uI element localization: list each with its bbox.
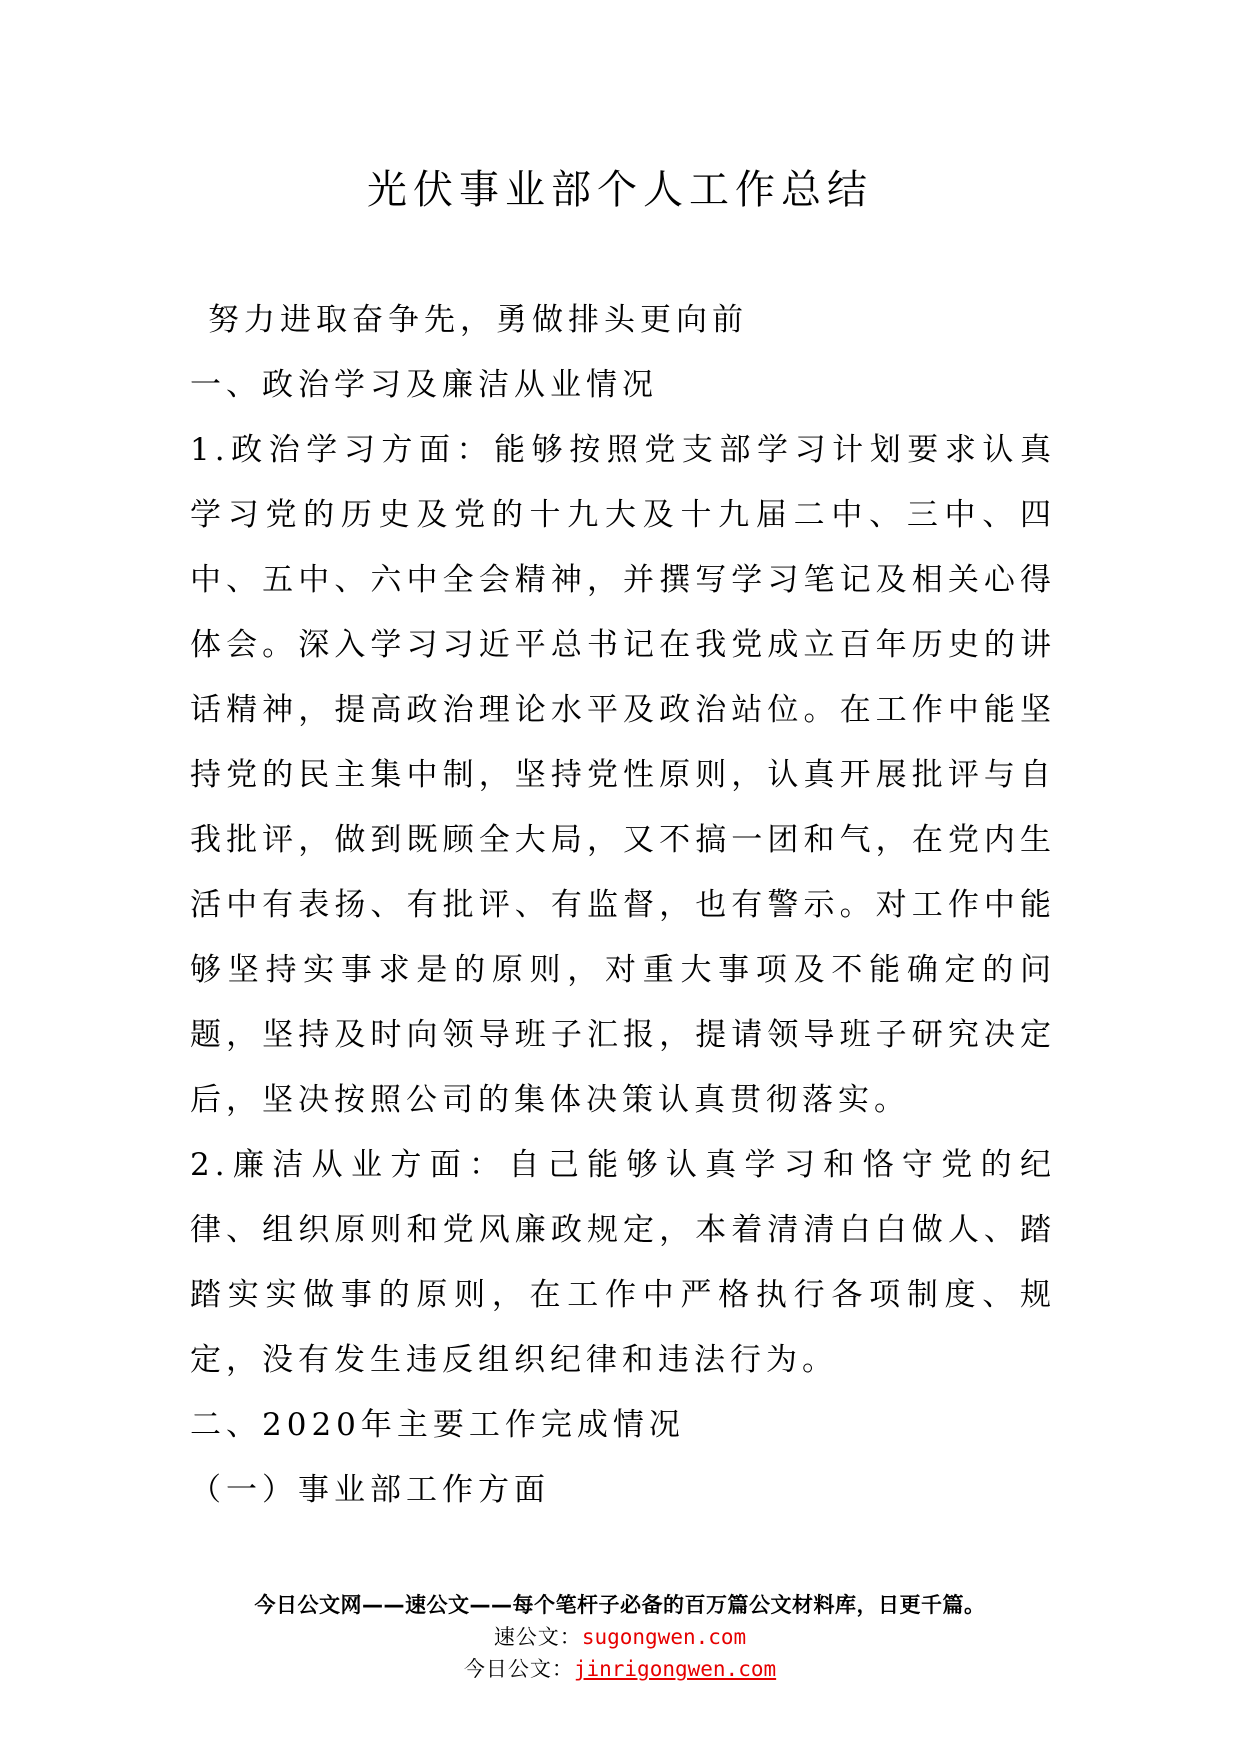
jinri-link[interactable]: jinrigongwen.com bbox=[573, 1657, 777, 1681]
section-heading-1: 一、政治学习及廉洁从业情况 bbox=[190, 367, 658, 403]
paragraph-political-study: 1.政治学习方面：能够按照党支部学习计划要求认真学习党的历史及党的十九大及十九届二中、三中、四中、五中、六中全会精神，并撰写学习笔记及相关心得体会。深入学习习近平总书记在我党成立百年历史的讲话精神，提高政治理论水平及政治站位。在工作中能坚持党的民主集中制，坚持党性原则，认真开展批评与自我批评，做到既顾全大局，又不搞一团和气，在党内生活中有表扬、有批评、有监督，也有警示。对工作中能够坚持实事求是的原则，对重大事项及不能确定的问题，坚持及时向领导班子汇报，提请领导班子研究决定后，坚决按照公司的集体决策认真贯彻落实。 bbox=[190, 432, 1056, 1118]
motto-line: 努力进取奋争先，勇做排头更向前 bbox=[208, 302, 748, 338]
footer-jinri-row bbox=[0, 1653, 1240, 1685]
sugongwen-link[interactable]: sugongwen.com bbox=[581, 1625, 747, 1649]
footer-tagline: 今日公文网——速公文——每个笔杆子必备的百万篇公文材料库，日更千篇。 bbox=[254, 1593, 986, 1617]
page-title: 光伏事业部个人工作总结 bbox=[367, 167, 873, 213]
jinri-label: 今日公文： bbox=[463, 1657, 574, 1681]
document-body bbox=[190, 288, 1056, 1523]
sugongwen-label: 速公文： bbox=[493, 1625, 582, 1649]
footer bbox=[0, 1589, 1240, 1685]
subsection-heading-1: （一）事业部工作方面 bbox=[190, 1472, 550, 1508]
footer-sugongwen-row bbox=[0, 1621, 1240, 1653]
paragraph-integrity: 2.廉洁从业方面：自己能够认真学习和恪守党的纪律、组织原则和党风廉政规定，本着清清白白做人、踏踏实实做事的原则，在工作中严格执行各项制度、规定，没有发生违反组织纪律和违法行为。 bbox=[190, 1147, 1056, 1378]
section-heading-2: 二、2020年主要工作完成情况 bbox=[190, 1407, 685, 1443]
